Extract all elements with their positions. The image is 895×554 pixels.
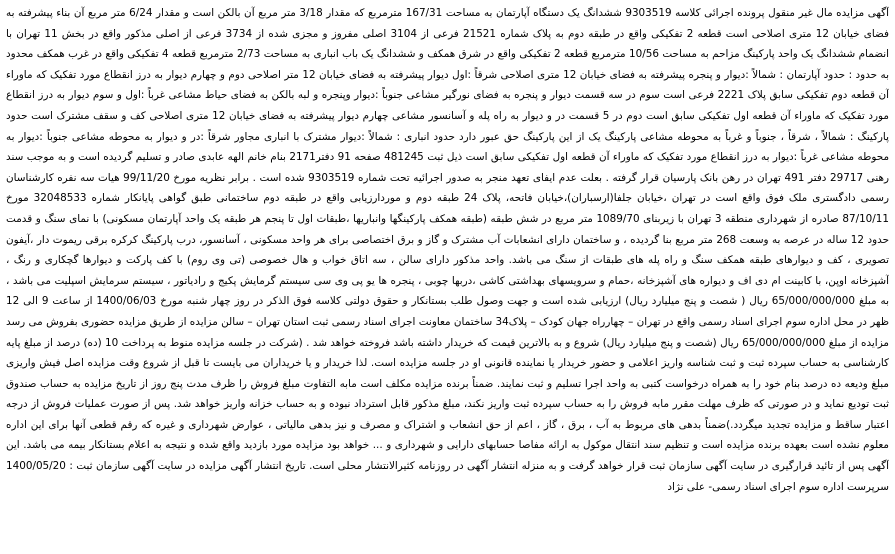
auction-notice: [6, 3, 889, 548]
notice-body-text: آگهی مزایده مال غیر منقول پرونده اجرائی کلاسه 9303519 ششدانگ یک دستگاه آپارتمان به مساحت 167/31 مترمربع که مقدار 3/18 متر مربع آن بالکن است و مقدار 6/24 متر مربع آن بناء پیشرفته به فضای خیابان 12 متری اصلاحی است قطعه 2 تفکیکی واقع در طبقه دوم به پلاک شماره 21521 فرعی از 3104 اصلی مفروز و مجزی شده از 3734 فرعی از اصلی مذکور واقع در بخش 11 تهران با انضمام ششدانگ یک واحد پارکینگ مزاحم به مساحت 10/56 مترمربع قطعه 2 تفکیکی واقع در شرق همکف و ششدانگ یک باب انباری به مساحت 2/73 مترمربع قطعه 4 تفکیکی واقع در غرب همکف محدود به حدود : حدود آپارتمان : شمالاً :دیوار و پنجره پیشرفته به فضای خیابان 12 متری اصلاحی شرقاً :اول دیوار پیشرفته به فضای خیابان 12 متر اصلاحی دوم و چهارم دیوار به درز انقطاع مورد تفکیک که ماوراء آن قطعه دوم تفکیکی سابق پلاک 2221 فرعی است سوم در سه قسمت دیوار و پنجره به فضای نورگیر مشاعی جنوباً :دیوار وپنجره و لبه بالکن به فضای حیاط مشاعی غرباً :اول و سوم دیوار به درز انقطاع مورد تفکیک که ماوراء آن قطعه اول تفکیکی سابق است دوم در 5 قسمت در و دیوار به راه پله و آسانسور مشاعی چهارم دیوار پیشرفته به فضای خیابان 12 متری اصلاحی کف و سقف مشترک است حدود پارکینگ : شمالاً ، شرقاً ، جنوباً و غرباً به محوطه مشاعی پارکینگ یک از این پارکینگ حق عبور دارد حدود انباری : شمالاً :دیوار مشترک با انباری مجاور شرقاً :در و دیوار به محوطه مشاعی جنوباً :دیوار به محوطه مشاعی غرباً :دیوار به درز انقطاع مورد تفکیک که ماوراء آن قطعه اول تفکیکی سابق است ذیل ثبت 481245 صفحه 91 دفتر2171 بنام خانم الهه عابدی صادر و تسلیم گردیده است و به موجب سند رهنی 29717 دفتر 491 تهران در رهن بانک پارسیان قرار گرفته . بعلت عدم ایفای تعهد منجر به صدور اجرائیه تحت شماره 9303519 شده است . برابر نظریه مورخ 99/11/20 هیات سه نفره کارشناسان رسمی دادگستری ملک فوق واقع است در تهران ،خیابان جلفا(ارسباران)،خیابان فاتحه، پلاک 24 طبقه دوم و موردارزیابی واقع در طبقه دوم ساختمانی طبق گواهی پایانکار شماره 32048533 مورخ 87/10/11 صادره از شهرداری منطقه 3 تهران با زیربنای 1089/70 متر مربع در شش طبقه (طبقه همکف پارکینگها وانباریها ،طبقات اول تا پنجم هر طبقه یک واحد آپارتمان مسکونی) با نمای سنگ و قدمت حدود 12 ساله در عرصه به وسعت 268 متر مربع بنا گردیده ، و ساختمان دارای انشعابات آب مشترک و گاز و برق اختصاصی برای هر واحد مسکونی ، آسانسور، درب پارکینگ کرکره برقی ریموت دار ،آیفون تصویری ، کف و دیوارهای طبقه همکف سنگ و راه پله های طبقات از سنگ می باشد. واحد مذکور دارای سالن ، سه اتاق خواب و هال خصوصی (تی وی روم) با کف پارکت و دیوارها گچکاری و رنگ ، آشپزخانه اوپن، با کابینت ام دی اف و دیواره های آشپزخانه ،حمام و سرویسهای بهداشتی کاشی ،دربها چوبی ، پنجره ها یو پی وی سی سیستم گرمایش پکیج و رادیاتور ، سیستم سرمایش اسپلیت می باشد ، به مبلغ 65/000/000/000 ریال ( شصت و پنج میلیارد ریال) ارزیابی شده است و جهت وصول طلب بستانکار و حقوق دولتی کلاسه فوق الذکر در روز چهار شنبه مورخ 1400/06/03 از ساعت 9 الی 12 ظهر در محل اداره سوم اجرای اسناد رسمی واقع در تهران – چهارراه جهان کودک – پلاک34 ساختمان معاونت اجرای اسناد رسمی ثبت استان تهران – سالن مزایده از طریق مزایده حضوری بفروش می رسد مزایده از مبلغ 65/000/000/000 ریال (شصت و پنج میلیارد ریال) شروع و به بالاترین قیمت که خریدار داشته باشد فروخته خواهد شد . (شرکت در جلسه مزایده منوط به پرداخت 10 (ده) درصد از مبلغ پایه کارشناسی به حساب سپرده ثبت و ثبت شناسه واریز اعلامی و حضور خریدار یا نماینده قانونی او در جلسه مزایده است. لذا خریدار و یا خریداران می بایست تا قبل از شروع وقت مزایده اصل فیش واریزی مبلغ ودیعه ده درصد بنام خود را به همراه درخواست کتبی به واحد اجرا تسلیم و ثبت نمایند. ضمناً برنده مزایده مکلف است مابه التفاوت مبلغ فروش را ظرف مدت پنج روز از تاریخ مزایده به حساب صندوق ثبت تودیع نماید و در صورتی که ظرف مهلت مقرر مابه فروش را به حساب سپرده ثبت واریز نکند، مبلغ مذکور قابل استرداد نبوده و به حساب خزانه واریز خواهد شد. پس از صورت عملیات فروش از درجه اعتبار ساقط و مزایده تجدید میگردد.)ضمناً بدهی های مربوط به آب ، برق ، گاز ، اعم از حق انشعاب و اشتراک و مصرف و نیز بدهی مالیاتی ، عوارض شهرداری و غیره که رقم قطعی آنها برای این اداره معلوم نشده است بعهده برنده مزایده است و تنظیم سند انتقال موکول به ارائه مفاصا حسابهای دارایی و شهرداری و ... خواهد بود مزایده مورد بازدید واقع شده و نتیجه به اعلام بستانکار بیمه می باشد. این آگهی پس از تائید قرارگیری در سایت آگهی سازمان ثبت قرار خواهد گرفت و به منزله انتشار آگهی در روزنامه کثیرالانتشار محلی است. تاریخ انتشار آگهی مزایده در سایت آگهی سازمان ثبت : 1400/05/20 سرپرست اداره سوم اجرای اسناد رسمی- علی نژاد: [6, 7, 889, 493]
